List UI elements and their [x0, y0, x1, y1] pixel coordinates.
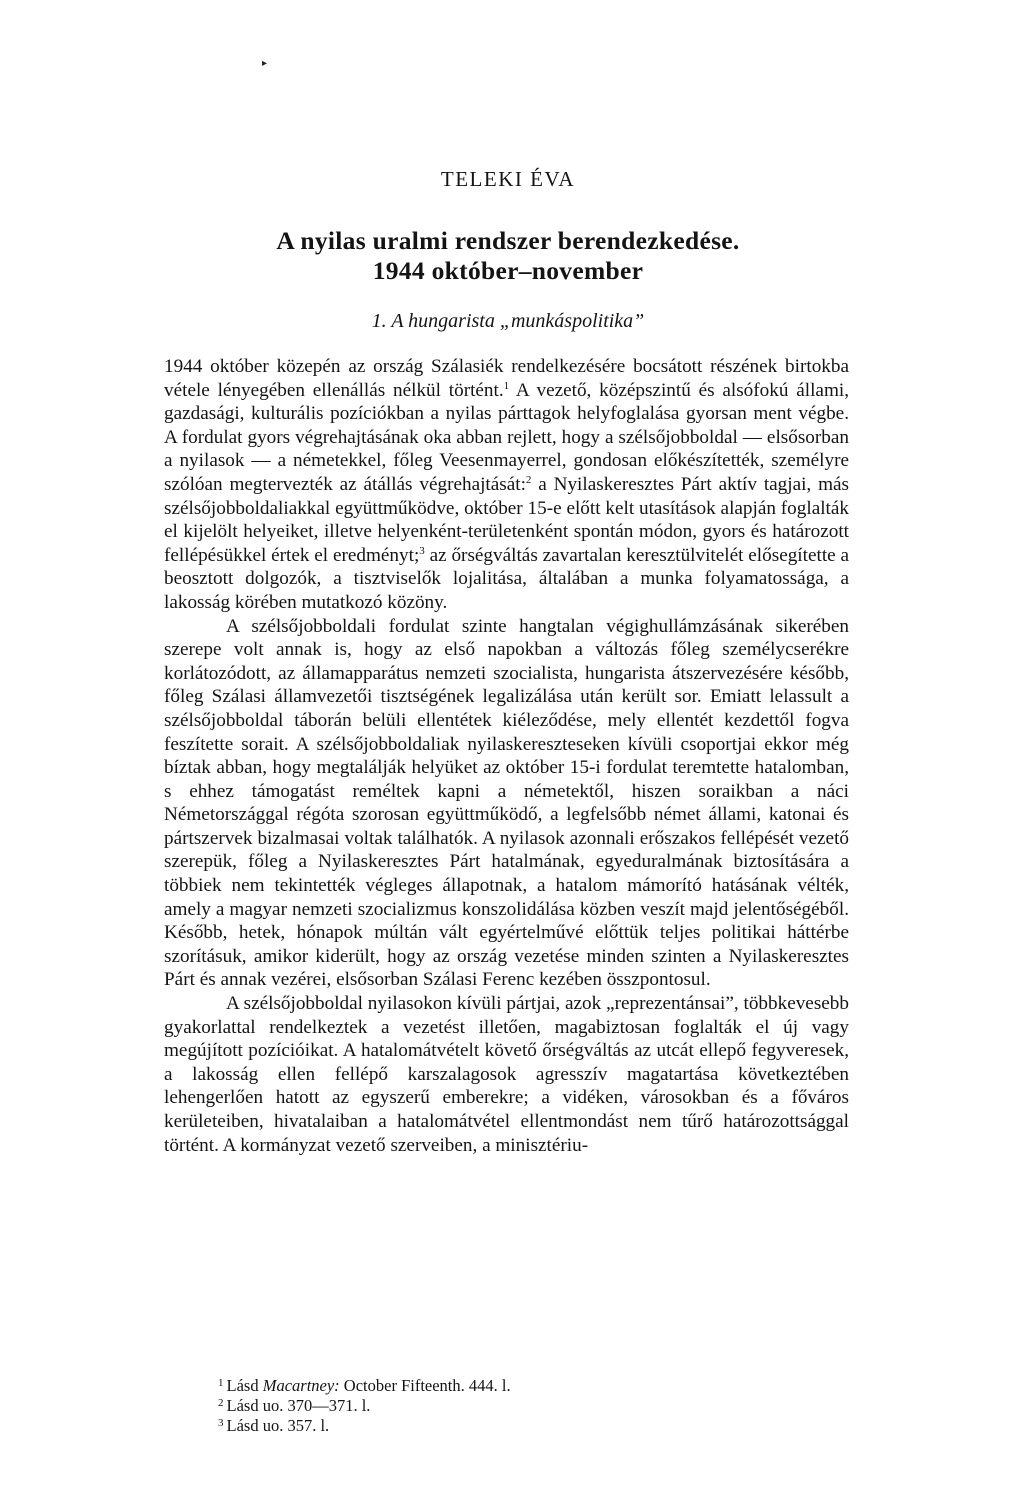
footnote-mark: 1: [218, 1377, 224, 1389]
paragraph-text: A szélsőjobboldali fordulat szinte hangtalan végighullámzásának sikerében szerepe volt annak is, hogy az első napokban a változás főleg személycserékre korlátozódott, az államapparátus nemzeti szocialista, hungarista átszervezésére később, főleg Szálasi államvezetői tisztségének legalizálása után került sor. Emiatt lelassult a szélsőjobboldal táborán belüli ellentétek kiéleződése, mely ellentét kezdettől fogva feszítette sorait. A szélsőjobboldaliak nyilaskereszteseken kívüli csoportjai ekkor még bíztak abban, hogy megtalálják helyüket az október 15-i fordulat teremtette hatalomban, s ehhez támogatást reméltek kapni a németektől, hiszen soraikban a náci Németországgal régóta szorosan együttműködő, a legfelsőbb német állami, katonai és pártszervek bizalmasai voltak találhatók. A nyilasok azonnali erőszakos fellépését vezető szerepük, főleg a Nyilaskeresztes Párt hatalmának, egyeduralmának biztosítására a többiek nem tekintették végleges állapotnak, a hatalom mámorító hatásának vélték, amely a magyar nemzeti szocializmus konszolidálása közben veszít majd jelentőségéből. Később, hetek, hónapok múltán vált egyértelművé előttük teljes politikai háttérbe szorításuk, amikor kiderült, hogy az ország vezetése minden szinten a Nyilaskeresztes Párt és annak vezérei, elsősorban Szálasi Ferenc kezében összpontosul.: [164, 615, 849, 991]
paragraph-text: az őrségváltás zavartalan keresztülvitelét elősegítette a beosztott dolgozók, a tisztviselők lojalitása, általában a munka folyamatossága, a lakosság körében mutatkozó közöny.: [164, 544, 850, 613]
body-paragraph: [164, 615, 849, 993]
footnotes: [218, 1376, 511, 1436]
footnote-text: Lásd uo. 357. l.: [226, 1416, 330, 1435]
footnote: [218, 1396, 511, 1416]
footnote: [218, 1376, 511, 1396]
footnote-author: Macartney:: [262, 1376, 340, 1395]
footnote-mark: 2: [218, 1397, 224, 1409]
paragraph-text: A vezető, középszintű és alsófokú állami, gazdasági, kulturális pozíciókban a nyilas párttagok helyfoglalása gyorsan ment végbe. A fordulat gyors végrehajtásának oka abban rejlett, hogy a szélsőjobboldal — elsősorban a nyilasok — a németekkel, főleg Veesenmayerrel, gondosan előkészítették, személyre szólóan megtervezték az átállás végrehajtását:: [164, 379, 849, 495]
paragraph-text: 1944 október közepén az ország Szálasiék rendelkezésére bocsátott részének birtokba vétele lényegében ellenállás nélkül történt.: [164, 356, 849, 401]
article-title-line-2: 1944 október–november: [372, 256, 644, 285]
body-paragraph: [164, 355, 849, 615]
section-heading: [168, 310, 848, 333]
print-speck: ▸: [262, 58, 268, 69]
footnote-reference: 1: [503, 379, 510, 392]
paragraph-text: A szélsőjobboldal nyilasokon kívüli pártjai, azok „reprezentánsai”, többkevesebb gyakorlattal rendelkeztek a vezetést illetően, magabiztosan foglalták el új vagy megújított pozícióikat. A hatalomátvételt követő őrségváltás az utcát ellepő fegyveresek, a lakosság ellen fellépő karszalagosok agresszív magatartása következtében lehengerlően hatott az egyszerű emberekre; a vidéken, városokban és a főváros kerületeiben, hivatalaiban a hatalomátvétel ellentmondást nem tűrő határozottsággal történt. A kormányzat vezető szerveiben, a minisztériu-: [164, 993, 849, 1156]
footnote-reference: 2: [525, 473, 532, 486]
article-title-line-1: A nyilas uralmi rendszer berendezkedése.: [276, 226, 740, 255]
body-paragraph: [164, 992, 849, 1157]
footnote-reference: 3: [419, 544, 425, 557]
paragraph-text: a Nyilaskeresztes Párt aktív tagjai, más szélsőjobboldaliakkal együttműködve, október 15-e előtt kelt utasítások alapján foglalták el kijelölt helyeiket, illetve helyenként-területenként spontán módon, gyors és határozott fellépésükkel értek el eredményt;: [164, 473, 849, 566]
footnote: [218, 1416, 511, 1436]
footnote-text: Lásd: [226, 1376, 263, 1395]
section-number: 1.: [371, 310, 387, 332]
footnote-text: Lásd uo. 370—371. l.: [226, 1396, 371, 1415]
footnote-source: October Fifteenth. 444. l.: [339, 1376, 511, 1395]
section-title: A hungarista „munkáspolitika”: [391, 310, 645, 332]
author-name: TELEKI ÉVA: [440, 167, 576, 191]
article-body: [164, 355, 849, 1157]
footnote-mark: 3: [218, 1417, 224, 1429]
